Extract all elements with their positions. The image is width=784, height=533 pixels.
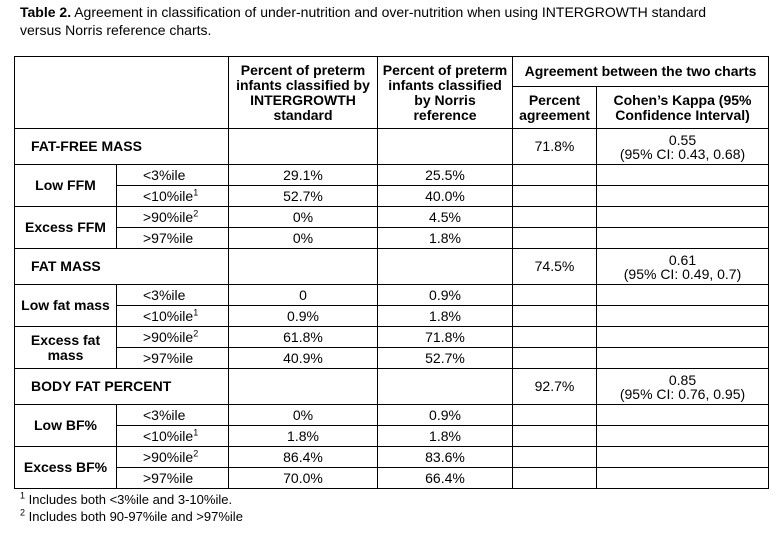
cutoff-label: <3%ile — [143, 166, 186, 183]
intergrowth-value: 0% — [229, 228, 378, 249]
header-kappa: Cohen’s Kappa (95% Confidence Interval) — [597, 87, 769, 129]
table-row — [15, 426, 769, 447]
intergrowth-value: 70.0% — [229, 468, 378, 489]
empty-cell — [597, 186, 769, 207]
kappa-value: 0.55 — [668, 131, 697, 148]
table-row — [15, 228, 769, 249]
norris-value: 83.6% — [378, 447, 513, 468]
empty-cell — [597, 165, 769, 186]
intergrowth-value: 61.8% — [229, 327, 378, 348]
group-label: Low fat mass — [15, 285, 117, 327]
footnote-ref: 2 — [193, 327, 199, 338]
empty-cell — [513, 447, 597, 468]
table-row — [15, 405, 769, 426]
cutoff-cell — [117, 327, 229, 348]
norris-value: 71.8% — [378, 327, 513, 348]
empty-cell — [513, 165, 597, 186]
section-title: BODY FAT PERCENT — [15, 369, 229, 405]
empty-cell — [513, 405, 597, 426]
section-title: FAT MASS — [15, 249, 229, 285]
cutoff-cell — [117, 405, 229, 426]
intergrowth-value: 40.9% — [229, 348, 378, 369]
footnotes — [20, 491, 243, 525]
intergrowth-value: 0 — [229, 285, 378, 306]
footnote-ref: 2 — [193, 207, 199, 218]
empty-cell — [513, 285, 597, 306]
empty-cell — [597, 306, 769, 327]
norris-value: 1.8% — [378, 306, 513, 327]
kappa-ci: (95% CI: 0.43, 0.68) — [619, 145, 746, 162]
cutoff-label: <3%ile — [143, 406, 186, 423]
section-row — [15, 369, 769, 405]
norris-value: 66.4% — [378, 468, 513, 489]
intergrowth-value: 0.9% — [229, 306, 378, 327]
intergrowth-value: 86.4% — [229, 447, 378, 468]
cutoff-cell — [117, 447, 229, 468]
cutoff-label: >97%ile — [143, 229, 194, 246]
norris-value: 4.5% — [378, 207, 513, 228]
group-label: Excess FFM — [15, 207, 117, 249]
table-row — [15, 468, 769, 489]
kappa-value: 0.85 — [668, 371, 697, 388]
intergrowth-value: 1.8% — [229, 426, 378, 447]
percent-agreement-value: 74.5% — [513, 249, 597, 285]
norris-value: 0.9% — [378, 285, 513, 306]
agreement-table — [14, 56, 769, 489]
table-row — [15, 327, 769, 348]
empty-cell — [229, 249, 378, 285]
table-body — [15, 129, 769, 489]
percent-agreement-value: 71.8% — [513, 129, 597, 165]
group-label: Low FFM — [15, 165, 117, 207]
cutoff-cell — [117, 348, 229, 369]
empty-cell — [513, 207, 597, 228]
intergrowth-value: 0% — [229, 405, 378, 426]
intergrowth-value: 29.1% — [229, 165, 378, 186]
footnote-1-mark: 1 — [20, 490, 26, 501]
cutoff-label: <10%ile — [143, 427, 194, 444]
footnote-2-text: Includes both 90-97%ile and >97%ile — [25, 509, 243, 524]
caption-label: Table 2. — [20, 4, 72, 20]
empty-cell — [597, 426, 769, 447]
empty-cell — [378, 249, 513, 285]
empty-cell — [513, 186, 597, 207]
header-norris: Percent of preterm infants classified by Norris reference — [378, 57, 513, 129]
group-label: Low BF% — [15, 405, 117, 447]
empty-cell — [597, 405, 769, 426]
empty-cell — [513, 348, 597, 369]
cutoff-label: >97%ile — [143, 469, 194, 486]
footnote-ref: 1 — [193, 426, 199, 437]
norris-value: 52.7% — [378, 348, 513, 369]
footnote-1-text: Includes both <3%ile and 3-10%ile. — [25, 492, 233, 507]
group-label: Excess BF% — [15, 447, 117, 489]
table-row — [15, 186, 769, 207]
empty-cell — [513, 327, 597, 348]
intergrowth-value: 0% — [229, 207, 378, 228]
cutoff-cell — [117, 468, 229, 489]
empty-cell — [513, 426, 597, 447]
norris-value: 1.8% — [378, 426, 513, 447]
norris-value: 0.9% — [378, 405, 513, 426]
corner-cell — [15, 57, 229, 129]
cutoff-cell — [117, 285, 229, 306]
kappa-value-cell — [597, 129, 769, 165]
table-row — [15, 285, 769, 306]
kappa-ci: (95% CI: 0.49, 0.7) — [623, 265, 742, 282]
cutoff-label: >90%ile — [143, 448, 194, 465]
cutoff-cell — [117, 228, 229, 249]
section-row — [15, 129, 769, 165]
cutoff-label: <10%ile — [143, 307, 194, 324]
table-caption — [20, 3, 740, 39]
empty-cell — [597, 348, 769, 369]
cutoff-cell — [117, 207, 229, 228]
empty-cell — [597, 228, 769, 249]
empty-cell — [513, 306, 597, 327]
footnote-ref: 1 — [193, 186, 199, 197]
cutoff-cell — [117, 306, 229, 327]
empty-cell — [378, 129, 513, 165]
cutoff-label: >90%ile — [143, 208, 194, 225]
header-intergrowth: Percent of preterm infants classified by INTERGROWTH standard — [229, 57, 378, 129]
empty-cell — [378, 369, 513, 405]
section-row — [15, 249, 769, 285]
intergrowth-value: 52.7% — [229, 186, 378, 207]
percent-agreement-value: 92.7% — [513, 369, 597, 405]
cutoff-label: >90%ile — [143, 328, 194, 345]
empty-cell — [229, 369, 378, 405]
norris-value: 40.0% — [378, 186, 513, 207]
footnote-ref: 1 — [193, 306, 199, 317]
empty-cell — [597, 207, 769, 228]
footnote-1 — [20, 491, 243, 508]
kappa-ci: (95% CI: 0.76, 0.95) — [619, 385, 746, 402]
cutoff-label: >97%ile — [143, 349, 194, 366]
header-percent-agreement: Percent agreement — [513, 87, 597, 129]
header-agreement-group: Agreement between the two charts — [513, 57, 769, 87]
table-row — [15, 348, 769, 369]
cutoff-label: <10%ile — [143, 187, 194, 204]
section-title: FAT-FREE MASS — [15, 129, 229, 165]
empty-cell — [597, 285, 769, 306]
cutoff-cell — [117, 426, 229, 447]
empty-cell — [597, 468, 769, 489]
empty-cell — [513, 228, 597, 249]
table-row — [15, 207, 769, 228]
norris-value: 25.5% — [378, 165, 513, 186]
footnote-2 — [20, 508, 243, 525]
table-row — [15, 447, 769, 468]
footnote-2-mark: 2 — [20, 507, 26, 518]
norris-value: 1.8% — [378, 228, 513, 249]
table-row — [15, 306, 769, 327]
kappa-value: 0.61 — [668, 251, 697, 268]
empty-cell — [513, 468, 597, 489]
cutoff-cell — [117, 186, 229, 207]
group-label: Excess fat mass — [15, 327, 117, 369]
empty-cell — [597, 327, 769, 348]
cutoff-cell — [117, 165, 229, 186]
footnote-ref: 2 — [193, 447, 199, 458]
empty-cell — [229, 129, 378, 165]
kappa-value-cell — [597, 369, 769, 405]
caption-text: Agreement in classification of under-nutrition and over-nutrition when using INTERGROWTH standard versus Norris reference charts. — [20, 4, 707, 38]
empty-cell — [597, 447, 769, 468]
table-row — [15, 165, 769, 186]
kappa-value-cell — [597, 249, 769, 285]
cutoff-label: <3%ile — [143, 286, 186, 303]
